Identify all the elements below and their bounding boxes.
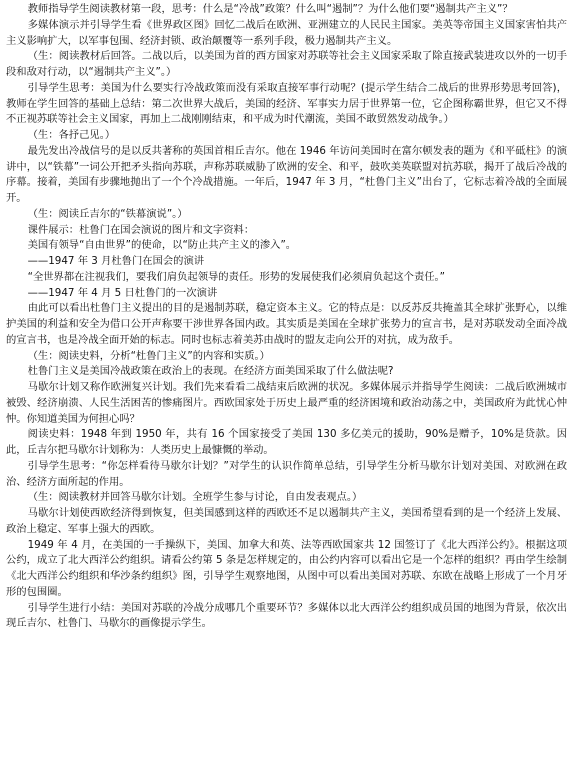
- student-answer-3: （生：阅读教材并回答马歇尔计划。全班学生参与讨论，自由发表观点。）: [27, 491, 363, 504]
- churchill-speech: 最先发出冷战信号的是以反共著称的英国首相丘吉尔。他在 1946 年访问美国时在富尔顿发表的题为《和平砥柱》的演讲中，以“铁幕”一词公开把矛头指向苏联，声称苏联威胁了欧洲的安全、和平，鼓吹美英联盟对抗苏联，揭开了战后冷战的序幕。接着，美国有步骤地抛出了一个个冷战措施。一年后，1947 年 3 月，“杜鲁门主义”出台了，它标志着冷战的全面展开。: [6, 144, 567, 204]
- multimedia-map: 多媒体演示并引导学生看《世界政区图》回忆二战后在欧洲、亚洲建立的人民民主国家。美英等帝国主义国家害怕共产主义影响扩大，以军事包围、经济封锁、政治颠覆等一系列手段，极力遏制共产主义。: [6, 18, 567, 47]
- marshall-plan-intro: 马歇尔计划又称作欧洲复兴计划。我们先来看看二战结束后欧洲的状况。多媒体展示并指导学生阅读：二战后欧洲城市被毁、经济崩溃、人民生活困苦的惨痛图片。西欧国家处于历史上最严重的经济困境和政治动荡之中，美国政府为此忧心忡忡。你知道美国为何担心吗？: [6, 381, 567, 425]
- marshall-effect: 马歇尔计划使西欧经济得到恢复，但美国感到这样的西欧还不足以遏制共产主义，美国希望看到的是一个经济上发展、政治上稳定、军事上强大的西欧。: [6, 507, 567, 535]
- guide-question-us: 引导学生思考：美国为什么要实行冷战政策而没有采取直接军事行动呢？(提示学生结合二战后的世界形势思考回答)，教师在学生回答的基础上总结：第二次世界大战后，美国的经济、军事实力居于世界第一位，它企图称霸世界，但它又不得不正视苏联等社会主义国家，再加上二战刚刚结束，和平成为时代潮流，美国不敢贸然发动战争。）: [6, 81, 567, 126]
- truman-doctrine-analysis: 由此可以看出杜鲁门主义提出的目的是遏制苏联，稳定资本主义。它的特点是：以反苏反共掩盖其全球扩张野心，以维护美国的利益和安全为借口公开声称要干涉世界各国内政。其实质是美国在全球扩张势力的宣言书，是对苏联发动全面冷战的宣言书，也是冷战全面开始的标志。同时也标志着美苏由战时的盟友走向公开的对抗，成为敌手。: [6, 302, 567, 346]
- quote-1-source: ——1947 年 3 月杜鲁门在国会的演讲: [27, 255, 205, 267]
- student-reading-1: （生：阅读丘吉尔的“铁幕演说”。）: [27, 207, 188, 220]
- historical-data: 阅读史料：1948 年到 1950 年，共有 16 个国家接受了美国 130 多亿美元的援助，90%是赠予，10%是贷款。因此，丘吉尔把马歇尔计划称为：人类历史上最慷慨的举动。: [6, 428, 567, 456]
- nato-founding: 1949 年 4 月，在美国的一手操纵下，美国、加拿大和英、法等西欧国家共 12 国签订了《北大西洋公约》。根据这项公约，成立了北大西洋公约组织。请看公约第 5 条是怎样规定的，由公约内容可以看出它是一个怎样的组织？再由学生绘制《北大西洋公约组织和华沙条约组织》图，引导学生观察地图，从图中可以看出美国对苏联、东欧在战略上形成了一个月牙形的包围圈。: [6, 538, 567, 598]
- quote-2-source: ——1947 年 4 月 5 日杜鲁门的一次演讲: [27, 286, 218, 299]
- courseware-display: 课件展示：杜鲁门在国会演说的图片和文字资料：: [27, 223, 255, 236]
- student-reading-2: （生：阅读史料，分析“杜鲁门主义”的内容和实质。）: [27, 349, 270, 362]
- quote-1: 美国有领导“自由世界”的使命，以“防止共产主义的渗入”。: [27, 239, 297, 252]
- student-answer-1: （生：阅读教材后回答。二战以后，以美国为首的西方国家对苏联等社会主义国家采取了除直接武装进攻以外的一切手段和敌对行动，以“遏制共产主义”。）: [6, 50, 567, 78]
- marshall-question: 引导学生思考：“你怎样看待马歇尔计划？”对学生的认识作简单总结，引导学生分析马歇尔计划对美国、对欧洲在政治、经济方面所起的作用。: [6, 459, 567, 488]
- quote-2: “全世界都在注视我们，要我们肩负起领导的责任。形势的发展使我们必须肩负起这个责任。”: [27, 270, 446, 283]
- student-answer-2: （生：各抒己见。）: [27, 129, 116, 141]
- teacher-prompt-cold-war: 教师指导学生阅读教材第一段，思考：什么是“冷战”政策？什么叫“遏制”？为什么他们要“遏制共产主义”？: [27, 3, 513, 15]
- political-question: 杜鲁门主义是美国冷战政策在政治上的表现。在经济方面美国采取了什么做法呢?: [27, 365, 394, 378]
- summary-prompt: 引导学生进行小结：美国对苏联的冷战分成哪几个重要环节？多媒体以北大西洋公约组织成员国的地图为背景，依次出现丘吉尔、杜鲁门、马歇尔的画像提示学生。: [6, 601, 567, 630]
